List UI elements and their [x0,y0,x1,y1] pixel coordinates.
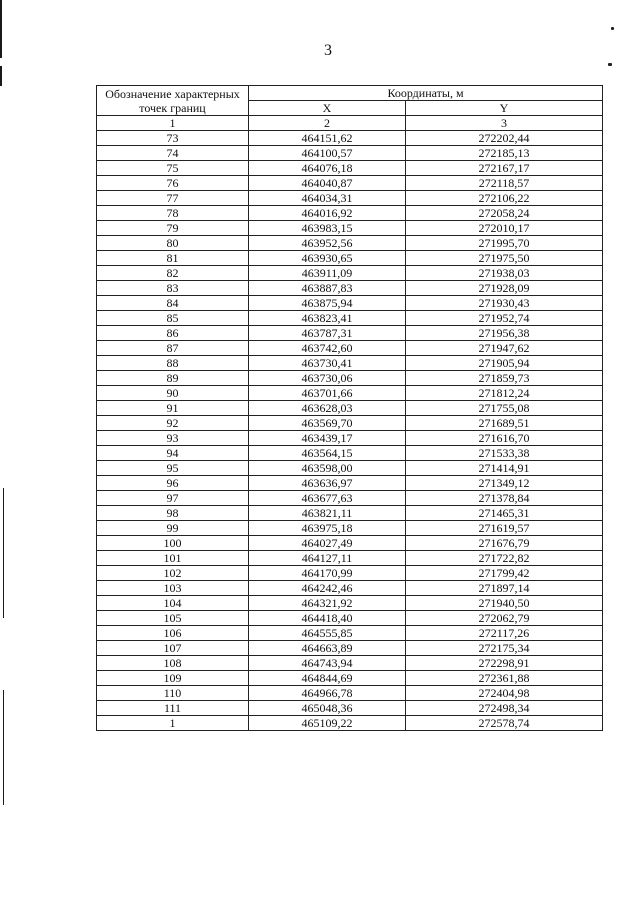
table-row [97,341,603,356]
y-coordinate-cell: 271812,24 [406,386,603,401]
point-id-cell: 109 [97,671,249,686]
page-number: 3 [324,42,332,59]
x-coordinate-cell: 464170,99 [249,566,406,581]
x-coordinate-cell: 463787,31 [249,326,406,341]
point-id-cell: 87 [97,341,249,356]
y-coordinate-cell: 272106,22 [406,191,603,206]
y-coordinate-cell: 271938,03 [406,266,603,281]
y-coordinate-cell: 272298,91 [406,656,603,671]
x-coordinate-cell: 463887,83 [249,281,406,296]
x-coordinate-cell: 463730,41 [249,356,406,371]
y-coordinate-cell: 272010,17 [406,221,603,236]
y-coordinate-cell: 271378,84 [406,491,603,506]
x-coordinate-cell: 464076,18 [249,161,406,176]
table-row [97,716,603,731]
x-coordinate-cell: 463730,06 [249,371,406,386]
x-coordinate-cell: 465109,22 [249,716,406,731]
table-row [97,146,603,161]
x-coordinate-cell: 463564,15 [249,446,406,461]
point-id-cell: 97 [97,491,249,506]
y-coordinate-cell: 271755,08 [406,401,603,416]
x-coordinate-cell: 464151,62 [249,131,406,146]
table-row [97,491,603,506]
point-id-cell: 91 [97,401,249,416]
table-row [97,176,603,191]
y-coordinate-cell: 271859,73 [406,371,603,386]
table-row [97,521,603,536]
x-coordinate-cell: 463439,17 [249,431,406,446]
table-row [97,641,603,656]
scan-edge-mark [0,66,2,86]
table-row [97,296,603,311]
x-coordinate-cell: 464127,11 [249,551,406,566]
table-row [97,386,603,401]
point-id-cell: 94 [97,446,249,461]
point-id-cell: 105 [97,611,249,626]
point-id-cell: 80 [97,236,249,251]
x-coordinate-cell: 463983,15 [249,221,406,236]
point-id-cell: 104 [97,596,249,611]
point-id-cell: 81 [97,251,249,266]
table-row [97,431,603,446]
table-row [97,671,603,686]
point-id-cell: 110 [97,686,249,701]
scan-speck [611,27,614,30]
point-id-cell: 102 [97,566,249,581]
table-row [97,686,603,701]
x-coordinate-cell: 464844,69 [249,671,406,686]
x-coordinate-cell: 464743,94 [249,656,406,671]
y-coordinate-cell: 271689,51 [406,416,603,431]
point-id-cell: 92 [97,416,249,431]
y-coordinate-cell: 272578,74 [406,716,603,731]
point-id-cell: 99 [97,521,249,536]
x-coordinate-cell: 463636,97 [249,476,406,491]
y-coordinate-cell: 271956,38 [406,326,603,341]
table-row [97,506,603,521]
table-row [97,281,603,296]
y-coordinate-cell: 271897,14 [406,581,603,596]
point-id-cell: 85 [97,311,249,326]
table-row [97,626,603,641]
y-coordinate-cell: 272404,98 [406,686,603,701]
x-coordinate-cell: 464016,92 [249,206,406,221]
y-coordinate-cell: 271940,50 [406,596,603,611]
y-coordinate-cell: 272167,17 [406,161,603,176]
y-coordinate-cell: 271465,31 [406,506,603,521]
x-coordinate-cell: 463911,09 [249,266,406,281]
point-id-cell: 74 [97,146,249,161]
x-coordinate-cell: 465048,36 [249,701,406,716]
point-id-cell: 90 [97,386,249,401]
y-coordinate-cell: 271676,79 [406,536,603,551]
point-id-cell: 82 [97,266,249,281]
column-numbers-row [97,116,603,131]
point-id-cell: 78 [97,206,249,221]
y-coordinate-cell: 271722,82 [406,551,603,566]
x-coordinate-cell: 464034,31 [249,191,406,206]
point-id-cell: 84 [97,296,249,311]
table-row [97,596,603,611]
table-row [97,701,603,716]
table-row [97,191,603,206]
x-coordinate-cell: 464100,57 [249,146,406,161]
point-id-cell: 83 [97,281,249,296]
table-row [97,356,603,371]
scan-edge-mark [3,488,4,618]
y-coordinate-cell: 272062,79 [406,611,603,626]
table-body [97,131,603,731]
x-coordinate-cell: 464663,89 [249,641,406,656]
table-row [97,326,603,341]
y-coordinate-cell: 272058,24 [406,206,603,221]
point-id-cell: 75 [97,161,249,176]
table-row [97,266,603,281]
y-column-header: Y [406,101,603,116]
table-row [97,206,603,221]
table-row [97,551,603,566]
table-row [97,536,603,551]
point-id-cell: 73 [97,131,249,146]
scan-edge-mark [3,690,4,805]
x-coordinate-cell: 463677,63 [249,491,406,506]
y-coordinate-cell: 271905,94 [406,356,603,371]
x-coordinate-cell: 464418,40 [249,611,406,626]
table-row [97,371,603,386]
table-row [97,446,603,461]
table-row [97,581,603,596]
y-coordinate-cell: 271349,12 [406,476,603,491]
y-coordinate-cell: 271619,57 [406,521,603,536]
point-id-cell: 77 [97,191,249,206]
y-coordinate-cell: 272498,34 [406,701,603,716]
x-coordinate-cell: 463975,18 [249,521,406,536]
x-coordinate-cell: 463930,65 [249,251,406,266]
y-coordinate-cell: 272361,88 [406,671,603,686]
y-coordinate-cell: 271533,38 [406,446,603,461]
table-row [97,401,603,416]
table-row [97,461,603,476]
point-id-cell: 95 [97,461,249,476]
point-id-cell: 101 [97,551,249,566]
table-row [97,566,603,581]
x-coordinate-cell: 464555,85 [249,626,406,641]
x-coordinate-cell: 463875,94 [249,296,406,311]
x-coordinate-cell: 464040,87 [249,176,406,191]
point-id-cell: 106 [97,626,249,641]
point-id-cell: 107 [97,641,249,656]
x-coordinate-cell: 463742,60 [249,341,406,356]
column-number: 3 [406,116,603,131]
point-id-cell: 100 [97,536,249,551]
y-coordinate-cell: 271616,70 [406,431,603,446]
x-coordinate-cell: 463821,11 [249,506,406,521]
x-coordinate-cell: 464242,46 [249,581,406,596]
x-coordinate-cell: 463628,03 [249,401,406,416]
table-row [97,236,603,251]
point-id-cell: 88 [97,356,249,371]
point-id-cell: 111 [97,701,249,716]
table-row [97,131,603,146]
point-id-cell: 79 [97,221,249,236]
y-coordinate-cell: 271947,62 [406,341,603,356]
point-id-cell: 96 [97,476,249,491]
point-id-cell: 1 [97,716,249,731]
x-coordinate-cell: 463598,00 [249,461,406,476]
point-id-cell: 86 [97,326,249,341]
y-coordinate-cell: 271414,91 [406,461,603,476]
table-header-row [97,86,603,101]
y-coordinate-cell: 272202,44 [406,131,603,146]
table-row [97,476,603,491]
x-coordinate-cell: 463569,70 [249,416,406,431]
y-coordinate-cell: 271930,43 [406,296,603,311]
coordinates-header: Координаты, м [249,86,603,101]
x-coordinate-cell: 464321,92 [249,596,406,611]
point-id-cell: 89 [97,371,249,386]
y-coordinate-cell: 271952,74 [406,311,603,326]
y-coordinate-cell: 272185,13 [406,146,603,161]
y-coordinate-cell: 271995,70 [406,236,603,251]
x-coordinate-cell: 464966,78 [249,686,406,701]
x-coordinate-cell: 464027,49 [249,536,406,551]
point-id-cell: 93 [97,431,249,446]
point-id-cell: 98 [97,506,249,521]
point-id-cell: 76 [97,176,249,191]
x-column-header: X [249,101,406,116]
table-row [97,656,603,671]
column-number: 2 [249,116,406,131]
point-designation-header: Обозначение характерных точек границ [97,86,249,116]
point-id-cell: 103 [97,581,249,596]
table-row [97,611,603,626]
x-coordinate-cell: 463952,56 [249,236,406,251]
x-coordinate-cell: 463823,41 [249,311,406,326]
table-row [97,251,603,266]
table-row [97,161,603,176]
y-coordinate-cell: 271975,50 [406,251,603,266]
point-id-cell: 108 [97,656,249,671]
column-number: 1 [97,116,249,131]
y-coordinate-cell: 272117,26 [406,626,603,641]
coordinates-table [96,85,603,731]
y-coordinate-cell: 271799,42 [406,566,603,581]
x-coordinate-cell: 463701,66 [249,386,406,401]
y-coordinate-cell: 271928,09 [406,281,603,296]
table-row [97,311,603,326]
y-coordinate-cell: 272175,34 [406,641,603,656]
scan-speck [608,63,612,66]
y-coordinate-cell: 272118,57 [406,176,603,191]
table-row [97,221,603,236]
table-row [97,416,603,431]
